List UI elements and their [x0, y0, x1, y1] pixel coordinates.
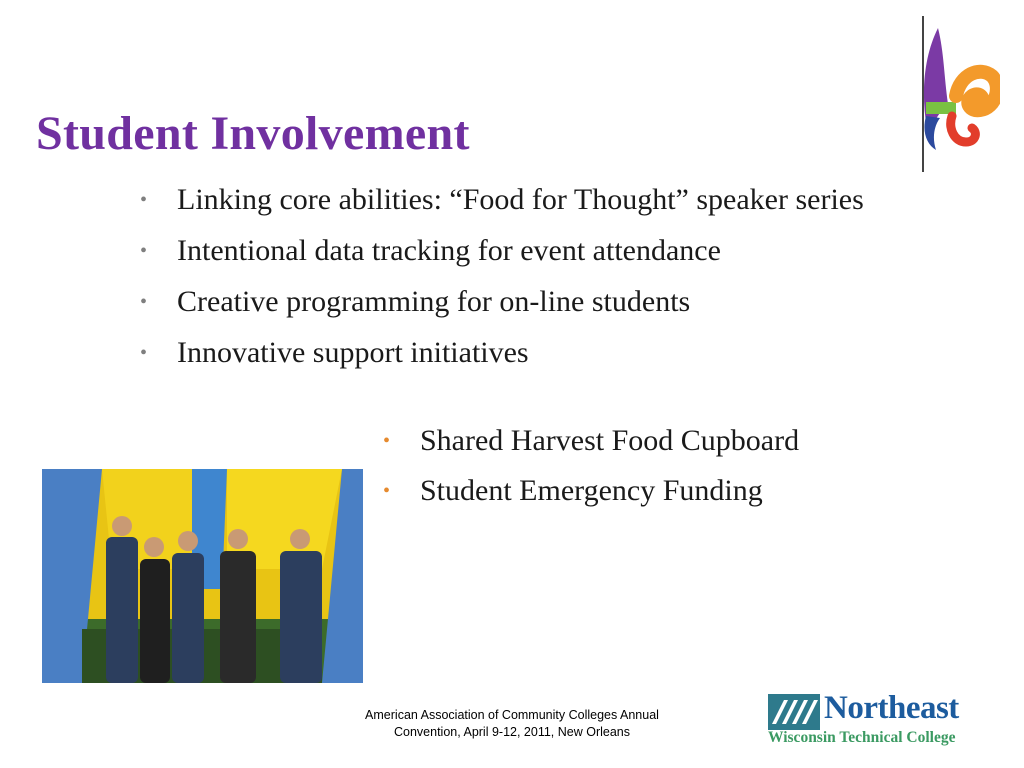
sub-bullet-item: • Shared Harvest Food Cupboard	[383, 421, 943, 461]
bullet-item: • Intentional data tracking for event attendance	[140, 231, 900, 271]
logo-subtitle: Wisconsin Technical College	[768, 729, 956, 746]
sub-bullet-list	[383, 421, 943, 521]
bullet-dot-icon: •	[140, 291, 148, 313]
fleur-de-lis-icon	[918, 16, 1000, 172]
bullet-item: • Innovative support initiatives	[140, 333, 900, 373]
bullet-dot-icon: •	[140, 240, 148, 262]
footer-caption: American Association of Community Colleges Annual Convention, April 9-12, 2011, New Orleans	[365, 708, 659, 739]
bullet-list	[140, 180, 900, 384]
sub-bullet-dot-icon: •	[383, 430, 391, 452]
logo-name: Northeast	[824, 690, 959, 726]
sub-bullet-dot-icon: •	[383, 480, 391, 502]
bullet-item: • Creative programming for on-line students	[140, 282, 900, 322]
bullet-dot-icon: •	[140, 342, 148, 364]
student-group-photo	[42, 469, 363, 683]
sub-bullet-item: • Student Emergency Funding	[383, 471, 943, 511]
bullet-dot-icon: •	[140, 189, 148, 211]
college-logo-stripes-icon	[768, 694, 820, 730]
bullet-item: • Linking core abilities: “Food for Thought” speaker series	[140, 180, 900, 220]
slide-title: Student Involvement	[36, 107, 470, 160]
college-logo	[768, 690, 988, 752]
